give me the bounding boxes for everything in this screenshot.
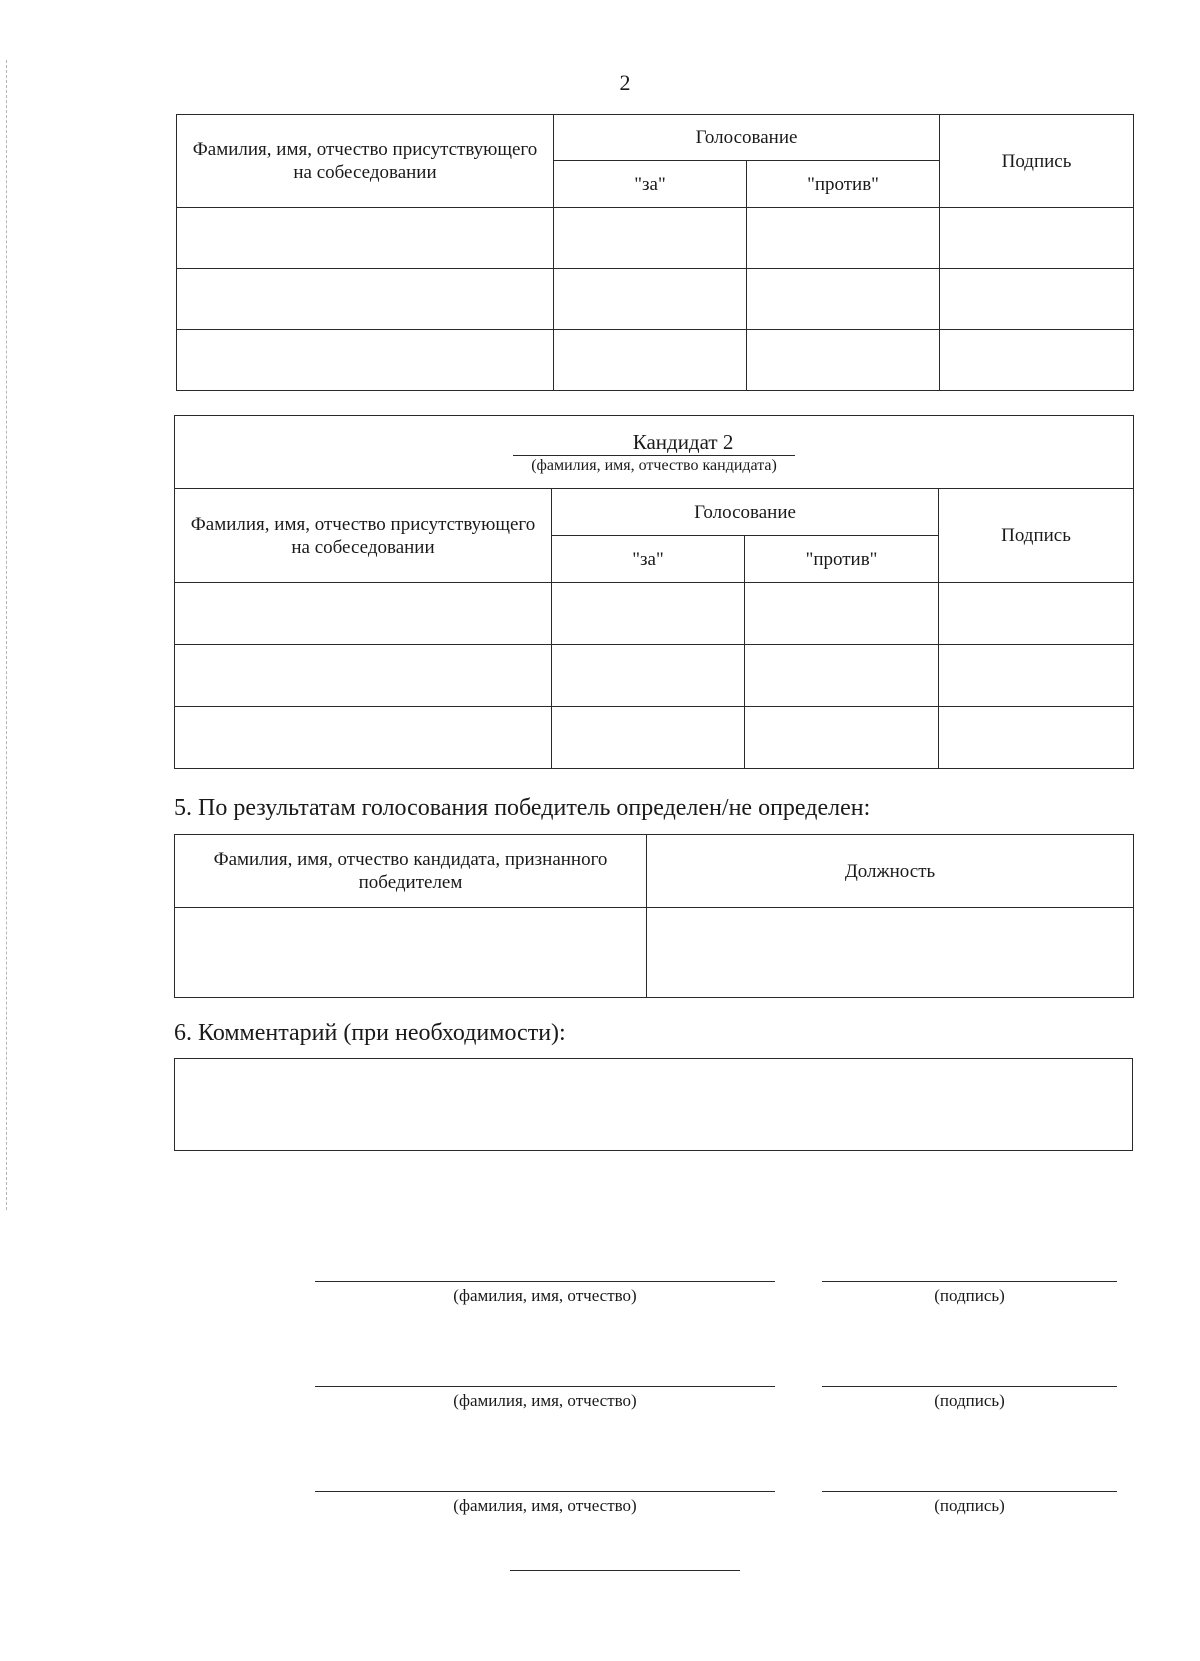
vote-for-cell[interactable] (554, 208, 747, 269)
signature-caption: (подпись) (934, 1391, 1005, 1410)
attendee-cell[interactable] (175, 707, 552, 769)
attendee-header: Фамилия, имя, отчество присутствующего на собеседовании (175, 489, 552, 583)
name-caption: (фамилия, имя, отчество) (453, 1286, 637, 1305)
table-row (177, 208, 1134, 269)
vote-for-header: "за" (552, 536, 745, 583)
end-separator-line (510, 1570, 740, 1571)
vote-for-cell[interactable] (552, 583, 745, 645)
voting-table-candidate-2 (174, 415, 1134, 769)
attendee-cell[interactable] (177, 330, 554, 391)
vote-for-cell[interactable] (554, 330, 747, 391)
candidate-name[interactable]: Кандидат 2 (513, 429, 796, 456)
candidate-caption: (фамилия, имя, отчество кандидата) (531, 456, 777, 474)
voting-header: Голосование (554, 115, 940, 161)
vote-against-header: "против" (745, 536, 939, 583)
signature-line[interactable] (822, 1386, 1117, 1387)
vote-against-cell[interactable] (747, 269, 940, 330)
winner-name-header: Фамилия, имя, отчество кандидата, признанного победителем (175, 835, 647, 908)
signature-header: Подпись (939, 489, 1134, 583)
position-cell[interactable] (647, 908, 1134, 998)
attendee-cell[interactable] (177, 269, 554, 330)
table-row (177, 330, 1134, 391)
name-caption: (фамилия, имя, отчество) (453, 1496, 637, 1515)
table-row (177, 269, 1134, 330)
vote-for-header: "за" (554, 161, 747, 208)
vote-for-cell[interactable] (552, 645, 745, 707)
voting-header: Голосование (552, 489, 939, 536)
attendee-header: Фамилия, имя, отчество присутствующего на собеседовании (177, 115, 554, 208)
signature-line[interactable] (822, 1281, 1117, 1282)
signature-cell[interactable] (940, 269, 1134, 330)
winner-table (174, 834, 1134, 998)
attendee-cell[interactable] (175, 583, 552, 645)
attendee-cell[interactable] (177, 208, 554, 269)
signature-cell[interactable] (940, 330, 1134, 391)
name-line[interactable] (315, 1281, 775, 1282)
winner-name-cell[interactable] (175, 908, 647, 998)
section-5-title: 5. По результатам голосования победитель определен/не определен: (174, 795, 871, 821)
signature-caption: (подпись) (934, 1496, 1005, 1515)
signature-line[interactable] (822, 1491, 1117, 1492)
vote-for-cell[interactable] (554, 269, 747, 330)
signature-caption: (подпись) (934, 1286, 1005, 1305)
signature-cell[interactable] (939, 707, 1134, 769)
vote-against-cell[interactable] (747, 330, 940, 391)
name-caption: (фамилия, имя, отчество) (453, 1391, 637, 1410)
table-row (175, 707, 1134, 769)
vote-against-cell[interactable] (745, 707, 939, 769)
vote-against-header: "против" (747, 161, 940, 208)
candidate-header (175, 416, 1134, 489)
attendee-cell[interactable] (175, 645, 552, 707)
table-row (175, 583, 1134, 645)
signature-cell[interactable] (939, 583, 1134, 645)
vote-against-cell[interactable] (745, 645, 939, 707)
vote-against-cell[interactable] (745, 583, 939, 645)
comment-box[interactable] (174, 1058, 1133, 1151)
voting-table-candidate-1 (176, 114, 1134, 391)
signature-cell[interactable] (940, 208, 1134, 269)
table-row (175, 645, 1134, 707)
name-line[interactable] (315, 1491, 775, 1492)
vote-against-cell[interactable] (747, 208, 940, 269)
vote-for-cell[interactable] (552, 707, 745, 769)
scan-edge-marks (6, 60, 8, 1210)
page-number: 2 (619, 70, 631, 95)
signature-cell[interactable] (939, 645, 1134, 707)
section-6-title: 6. Комментарий (при необходимости): (174, 1020, 566, 1046)
table-row (175, 908, 1134, 998)
position-header: Должность (647, 835, 1134, 908)
signature-header: Подпись (940, 115, 1134, 208)
name-line[interactable] (315, 1386, 775, 1387)
